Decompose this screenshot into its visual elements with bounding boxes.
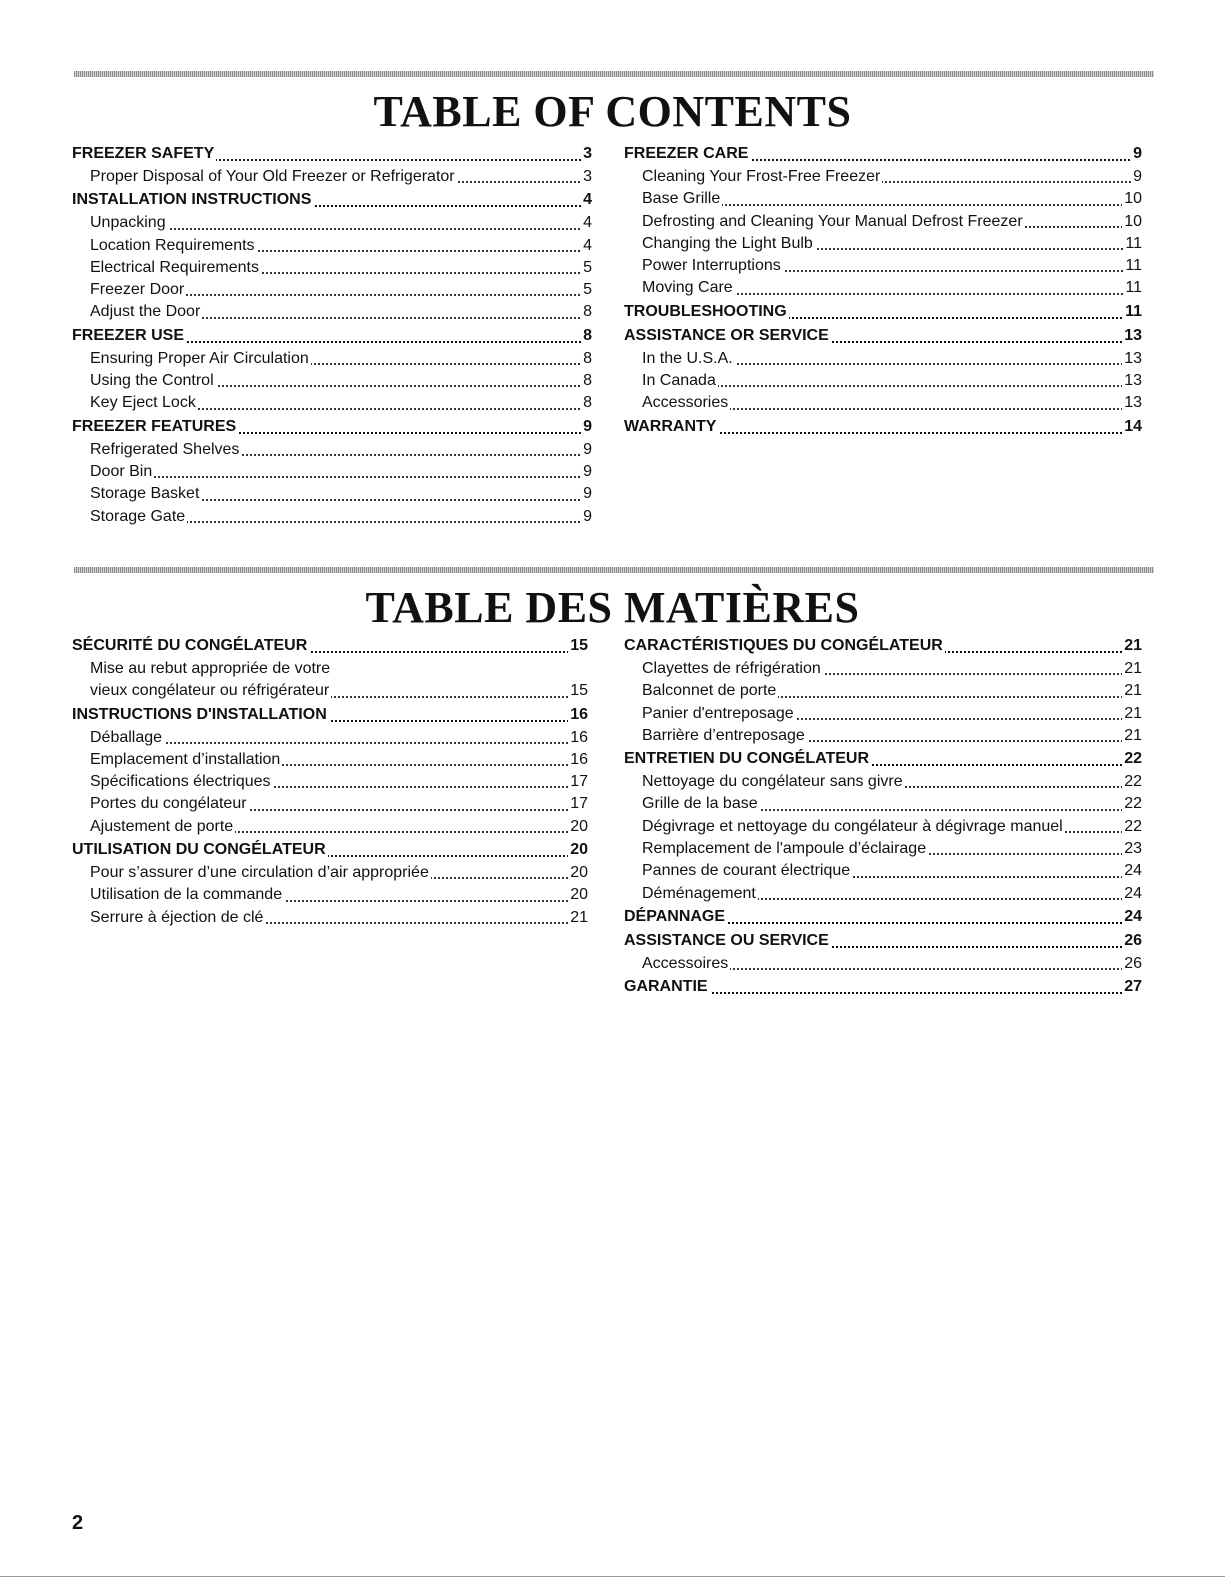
toc-entry-label: Storage Gate [90,507,186,525]
section-divider [74,71,1154,77]
toc-entry-page: 11 [1123,233,1142,255]
toc-entry-label: Pour s’assurer d’une circulation d’air appropriée [90,864,429,882]
toc-subsection-entry [72,348,592,370]
section-divider [74,567,1154,573]
toc-section-entry [624,905,1142,929]
toc-entry-label: In Canada [642,372,716,390]
toc-section-entry [72,188,592,212]
toc-entry-page: 9 [1131,166,1142,188]
toc-entry-label: Déballage [90,728,163,746]
page-number: 2 [72,1512,84,1534]
toc-entry-label: Pannes de courant électrique [642,862,851,880]
toc-subsection-entry [624,953,1142,975]
toc-section-entry [72,703,588,727]
toc-subsection-entry [72,862,588,884]
toc-entry-label: Door Bin [90,462,153,480]
toc-subsection-entry [72,370,592,392]
toc-entry-page: 3 [581,142,592,166]
toc-entry-label: WARRANTY [624,417,717,435]
toc-subsection-entry [624,658,1142,680]
toc-subsection-entry [624,211,1142,233]
page-bottom-border [0,1576,1225,1577]
toc-entry-label: Freezer Door [90,281,185,299]
dot-leader [90,742,588,744]
toc-entry-label: Base Grille [642,190,721,208]
toc-subsection-entry [624,816,1142,838]
toc-subsection-entry [624,725,1142,747]
toc-entry-page: 5 [581,257,592,279]
toc-entry-page: 9 [1131,142,1142,166]
toc-subsection-entry [72,279,592,301]
toc-entry-label: Remplacement de l'ampoule d’éclairage [642,840,927,858]
toc-section-entry [624,300,1142,324]
toc-entry-label: Accessories [642,394,729,412]
toc-subsection-entry [624,348,1142,370]
toc-entry-page: 8 [581,348,592,370]
toc-entry-page: 11 [1123,300,1142,324]
toc-subsection-entry [72,658,588,680]
toc-right-column-french [624,634,1142,999]
toc-entry-page: 13 [1122,348,1142,370]
toc-entry-label: Refrigerated Shelves [90,440,240,458]
toc-entry-label: INSTALLATION INSTRUCTIONS [72,191,312,209]
toc-entry-page: 5 [581,279,592,301]
toc-entry-label: Emplacement d’installation [90,750,281,768]
toc-section-entry [72,142,592,166]
toc-left-column [72,142,592,528]
toc-entry-label: DÉPANNAGE [624,907,726,925]
toc-entry-label: UTILISATION DU CONGÉLATEUR [72,841,326,859]
toc-entry-label: Ajustement de porte [90,817,234,835]
toc-section-entry [72,415,592,439]
toc-entry-label: CARACTÉRISTIQUES DU CONGÉLATEUR [624,637,943,654]
toc-entry-label: Portes du congélateur [90,795,247,813]
toc-subsection-entry [624,680,1142,702]
toc-entry-label: Balconnet de porte [642,682,777,700]
toc-section-entry [624,142,1142,166]
toc-section-entry [72,838,588,862]
toc-subsection-entry [72,793,588,815]
toc-entry-page: 23 [1122,838,1142,860]
toc-entry-page: 4 [581,188,592,212]
toc-subsection-entry [624,703,1142,725]
toc-subsection-entry [624,793,1142,815]
toc-entry-page: 21 [568,907,588,929]
toc-entry-page: 13 [1122,324,1142,348]
toc-entry-label: Mise au rebut appropriée de votre [90,660,331,677]
toc-subsection-entry [72,771,588,793]
toc-entry-label: Location Requirements [90,236,255,254]
toc-subsection-entry [624,392,1142,414]
toc-subsection-entry [624,771,1142,793]
toc-entry-page: 8 [581,392,592,414]
toc-entry-label: Spécifications électriques [90,773,271,791]
toc-entry-label: INSTRUCTIONS D'INSTALLATION [72,705,327,723]
toc-entry-page: 20 [568,862,588,884]
toc-entry-page: 11 [1123,255,1142,277]
toc-entry-label: Using the Control [90,372,214,390]
toc-entry-label: Cleaning Your Frost-Free Freezer [642,168,881,185]
toc-entry-page: 26 [1122,953,1142,975]
toc-subsection-entry [624,166,1142,188]
toc-subsection-entry [72,749,588,771]
toc-entry-page: 9 [581,506,592,528]
toc-subsection-entry [72,884,588,906]
toc-entry-label: SÉCURITÉ DU CONGÉLATEUR [72,637,308,654]
toc-subsection-entry [72,301,592,323]
toc-entry-page: 20 [568,884,588,906]
toc-subsection-entry [72,680,588,702]
toc-subsection-entry [72,439,592,461]
toc-entry-page: 21 [1122,725,1142,747]
dot-leader [90,476,592,478]
toc-entry-label: Electrical Requirements [90,258,259,276]
toc-entry-page: 24 [1122,883,1142,905]
toc-entry-label: GARANTIE [624,978,708,996]
toc-entry-label: TROUBLESHOOTING [624,302,787,320]
toc-entry-page: 22 [1122,771,1142,793]
toc-entry-page: 13 [1122,392,1142,414]
toc-entry-label: Serrure à éjection de clé [90,908,264,926]
toc-entry-label: Moving Care [642,279,733,297]
toc-section-entry [72,634,588,658]
toc-entry-page: 24 [1122,905,1142,929]
toc-subsection-entry [624,370,1142,392]
toc-entry-label: Adjust the Door [90,303,201,321]
toc-entry-page: 24 [1122,860,1142,882]
toc-subsection-entry [72,907,588,929]
toc-entry-label: Proper Disposal of Your Old Freezer or Refrigerator [90,168,455,185]
toc-left-column-french [72,634,588,929]
toc-entry-label: ENTRETIEN DU CONGÉLATEUR [624,750,870,768]
toc-entry-label: Clayettes de réfrigération [642,660,821,677]
page-title: TABLE OF CONTENTS [373,87,852,136]
toc-entry-page: 27 [1122,975,1142,999]
toc-entry-label: Nettoyage du congélateur sans givre [642,773,903,791]
toc-entry-page: 15 [568,634,588,658]
toc-subsection-entry [624,255,1142,277]
toc-section-entry [72,324,592,348]
toc-entry-page: 16 [568,727,588,749]
toc-entry-page: 4 [581,235,592,257]
toc-entry-label: ASSISTANCE OU SERVICE [624,931,829,949]
toc-entry-page: 20 [568,838,588,862]
toc-subsection-entry [624,883,1142,905]
toc-entry-label: Changing the Light Bulb [642,234,813,252]
toc-subsection-entry [72,235,592,257]
toc-entry-page: 10 [1122,211,1142,233]
toc-entry-page: 22 [1122,793,1142,815]
toc-section-entry [624,324,1142,348]
toc-entry-page: 9 [581,415,592,439]
toc-subsection-entry [72,483,592,505]
toc-subsection-entry [624,277,1142,299]
page-title-french: TABLE DES MATIÈRES [365,583,860,632]
toc-subsection-entry [624,838,1142,860]
toc-entry-label: Storage Basket [90,485,200,503]
toc-entry-page: 3 [581,166,592,188]
toc-entry-label: FREEZER USE [72,326,185,344]
toc-entry-page: 22 [1122,747,1142,771]
toc-entry-page: 21 [1122,658,1142,680]
toc-subsection-entry [72,392,592,414]
toc-entry-page: 8 [581,324,592,348]
toc-entry-label: Panier d'entreposage [642,704,794,722]
toc-entry-label: ASSISTANCE OR SERVICE [624,326,829,344]
toc-entry-page: 14 [1122,415,1142,439]
toc-entry-page: 11 [1123,277,1142,299]
toc-entry-label: Accessoires [642,954,729,972]
toc-subsection-entry [72,166,592,188]
toc-subsection-entry [624,860,1142,882]
toc-entry-label: Power Interruptions [642,257,781,275]
toc-entry-page: 9 [581,461,592,483]
toc-entry-page: 8 [581,301,592,323]
toc-section-entry [624,747,1142,771]
toc-entry-page: 8 [581,370,592,392]
toc-entry-label: Defrosting and Cleaning Your Manual Defrost Freezer [642,212,1023,230]
toc-entry-label: Barrière d’entreposage [642,726,805,744]
toc-entry-page: 21 [1122,634,1142,658]
toc-entry-label: vieux congélateur ou réfrigérateur [90,682,330,700]
toc-entry-label: FREEZER SAFETY [72,145,215,162]
toc-right-column [624,142,1142,439]
toc-entry-page: 16 [568,749,588,771]
toc-entry-page: 17 [568,771,588,793]
toc-entry-label: Dégivrage et nettoyage du congélateur à dégivrage manuel [642,817,1063,835]
toc-subsection-entry [72,212,592,234]
toc-subsection-entry [72,727,588,749]
toc-entry-label: Déménagement [642,884,756,902]
toc-subsection-entry [72,257,592,279]
toc-section-entry [624,929,1142,953]
toc-entry-page: 26 [1122,929,1142,953]
toc-entry-label: Utilisation de la commande [90,886,283,904]
toc-entry-page: 21 [1122,680,1142,702]
toc-entry-page: 9 [581,439,592,461]
toc-entry-label: In the U.S.A. [642,349,733,367]
toc-subsection-entry [72,461,592,483]
toc-subsection-entry [624,233,1142,255]
toc-section-entry [624,634,1142,658]
toc-entry-page: 22 [1122,816,1142,838]
toc-entry-page: 4 [581,212,592,234]
toc-entry-page: 16 [568,703,588,727]
toc-entry-page: 13 [1122,370,1142,392]
toc-entry-page: 10 [1122,188,1142,210]
toc-entry-page: 9 [581,483,592,505]
toc-section-entry [624,415,1142,439]
toc-entry-page: 20 [568,816,588,838]
toc-entry-label: FREEZER FEATURES [72,417,237,435]
toc-entry-label: Key Eject Lock [90,394,196,412]
toc-section-entry [624,975,1142,999]
toc-entry-page: 15 [568,680,588,702]
toc-subsection-entry [624,188,1142,210]
toc-entry-label: FREEZER CARE [624,145,749,162]
toc-entry-label: Unpacking [90,214,166,232]
toc-subsection-entry [72,816,588,838]
toc-entry-page: 21 [1122,703,1142,725]
toc-entry-label: Grille de la base [642,795,758,813]
toc-entry-page: 17 [568,793,588,815]
toc-entry-label: Ensuring Proper Air Circulation [90,349,309,367]
toc-subsection-entry [72,506,592,528]
